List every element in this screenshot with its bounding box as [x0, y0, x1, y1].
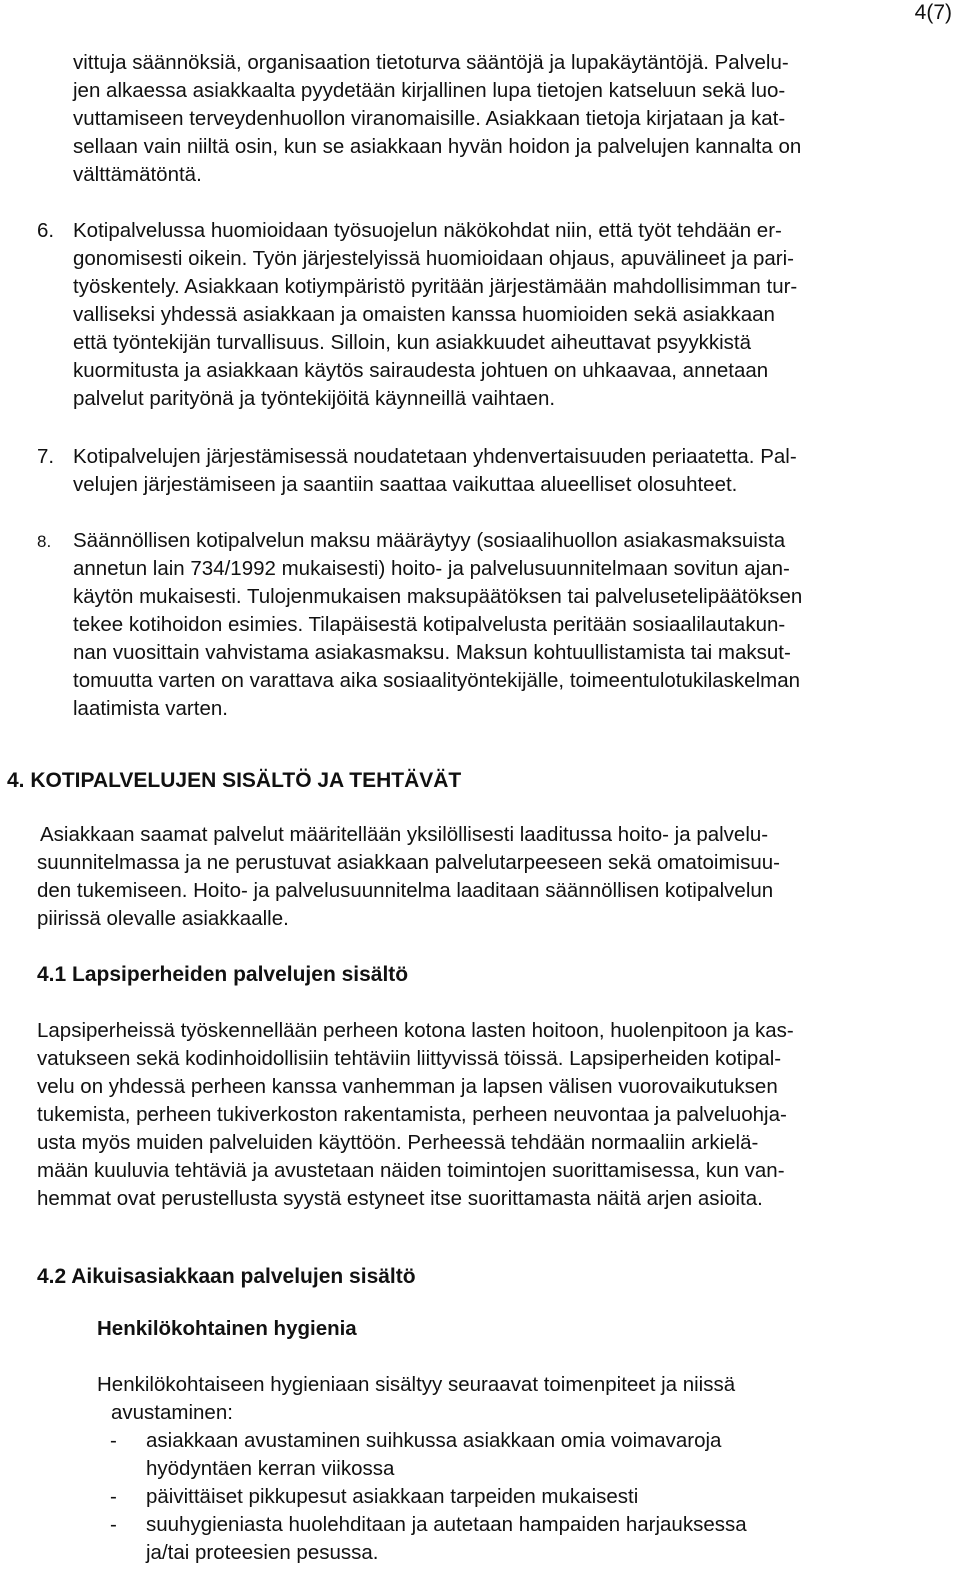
text-line: asiakkaan avustaminen suihkussa asiakkaan omia voimavaroja — [146, 1429, 722, 1452]
bullet-marker: - — [110, 1429, 117, 1452]
text-line: mään kuuluvia tehtäviä ja avustetaan näiden toimintojen suorittamisessa, kun van- — [37, 1159, 785, 1182]
text-line: Lapsiperheissä työskennellään perheen kotona lasten hoitoon, huolenpitoon ja kas- — [37, 1019, 794, 1042]
text-line: tomuutta varten on varattava aika sosiaalityöntekijälle, toimeentulotukilaskelman — [73, 669, 800, 692]
subsection-heading: 4.2 Aikuisasiakkaan palvelujen sisältö — [37, 1265, 416, 1288]
text-line: vatukseen sekä kodinhoidollisiin tehtäviin liittyvissä töissä. Lapsiperheiden kotipal- — [37, 1047, 782, 1070]
text-line: valliseksi yhdessä asiakkaan ja omaisten kanssa huomioiden sekä asiakkaan — [73, 303, 775, 326]
text-line: suuhygieniasta huolehditaan ja autetaan hampaiden harjauksessa — [146, 1513, 747, 1536]
text-line: päivittäiset pikkupesut asiakkaan tarpeiden mukaisesti — [146, 1485, 639, 1508]
section-heading: 4. KOTIPALVELUJEN SISÄLTÖ JA TEHTÄVÄT — [7, 769, 462, 792]
item-number: 6. — [37, 219, 55, 242]
text-line: sellaan vain niiltä osin, kun se asiakkaan hyvän hoidon ja palvelujen kannalta on — [73, 135, 802, 158]
text-line: Säännöllisen kotipalvelun maksu määräytyy (sosiaalihuollon asiakasmaksuista — [73, 529, 786, 552]
text-line: Kotipalvelujen järjestämisessä noudatetaan yhdenvertaisuuden periaatetta. Pal- — [73, 445, 797, 468]
text-line: Kotipalvelussa huomioidaan työsuojelun näkökohdat niin, että työt tehdään er- — [73, 219, 782, 242]
text-line: piirissä olevalle asiakkaalle. — [37, 907, 289, 930]
text-line: avustaminen: — [111, 1401, 233, 1424]
text-line: velujen järjestämiseen ja saantiin saattaa vaikuttaa alueelliset olosuhteet. — [73, 473, 738, 496]
text-line: työskentely. Asiakkaan kotiympäristö pyritään järjestämään mahdollisimman tur- — [73, 275, 798, 298]
text-line: tukemista, perheen tukiverkoston rakentamista, perheen neuvontaa ja palveluohja- — [37, 1103, 787, 1126]
text-line: usta myös muiden palveluiden käyttöön. Perheessä tehdään normaaliin arkielä- — [37, 1131, 759, 1154]
text-line: velu on yhdessä perheen kanssa vanhemman ja lapsen välisen vuorovaikutuksen — [37, 1075, 778, 1098]
sub-subsection-heading: Henkilökohtainen hygienia — [97, 1317, 357, 1340]
page-number: 4(7) — [914, 1, 952, 24]
text-line: käytön mukaisesti. Tulojenmukaisen maksupäätöksen tai palvelusetelipäätöksen — [73, 585, 803, 608]
text-line: suunnitelmassa ja ne perustuvat asiakkaan palvelutarpeeseen sekä omatoimisuu- — [37, 851, 780, 874]
text-line: annetun lain 734/1992 mukaisesti) hoito- ja palvelusuunnitelmaan sovitun ajan- — [73, 557, 790, 580]
text-line: gonomisesti oikein. Työn järjestelyissä huomioidaan ohjaus, apuvälineet ja pari- — [73, 247, 794, 270]
text-line: ja/tai proteesien pesussa. — [146, 1541, 379, 1564]
text-line: laatimista varten. — [73, 697, 228, 720]
bullet-marker: - — [110, 1485, 117, 1508]
text-line: jen alkaessa asiakkaalta pyydetään kirjallinen lupa tietojen katseluun sekä luo- — [73, 79, 786, 102]
text-line: hyödyntäen kerran viikossa — [146, 1457, 395, 1480]
text-line: vittuja säännöksiä, organisaation tietoturva sääntöjä ja lupakäytäntöjä. Palvelu- — [73, 51, 789, 74]
text-line: nan vuosittain vahvistama asiakasmaksu. Maksun kohtuullistamista tai maksut- — [73, 641, 791, 664]
text-line: palvelut parityönä ja työntekijöitä käynneillä vaihtaen. — [73, 387, 556, 410]
text-line: hemmat ovat perustellusta syystä estyneet itse suorittamasta näitä arjen asioita. — [37, 1187, 763, 1210]
item-number: 7. — [37, 445, 55, 468]
text-line: kuormitusta ja asiakkaan käytös sairaudesta johtuen on uhkaavaa, annetaan — [73, 359, 769, 382]
text-line: Asiakkaan saamat palvelut määritellään yksilöllisesti laaditussa hoito- ja palvelu- — [40, 823, 769, 846]
bullet-marker: - — [110, 1513, 117, 1536]
text-line: den tukemiseen. Hoito- ja palvelusuunnitelma laaditaan säännöllisen kotipalvelun — [37, 879, 774, 902]
text-line: Henkilökohtaiseen hygieniaan sisältyy seuraavat toimenpiteet ja niissä — [97, 1373, 736, 1396]
subsection-heading: 4.1 Lapsiperheiden palvelujen sisältö — [37, 963, 409, 986]
text-line: että työntekijän turvallisuus. Silloin, kun asiakkuudet aiheuttavat psyykkistä — [73, 331, 752, 354]
text-line: vuttamiseen terveydenhuollon viranomaisille. Asiakkaan tietoja kirjataan ja kat- — [73, 107, 786, 130]
item-number: 8. — [37, 532, 52, 551]
text-line: välttämätöntä. — [73, 163, 202, 186]
text-line: tekee kotihoidon esimies. Tilapäisestä kotipalvelusta peritään sosiaalilautakun- — [73, 613, 786, 636]
